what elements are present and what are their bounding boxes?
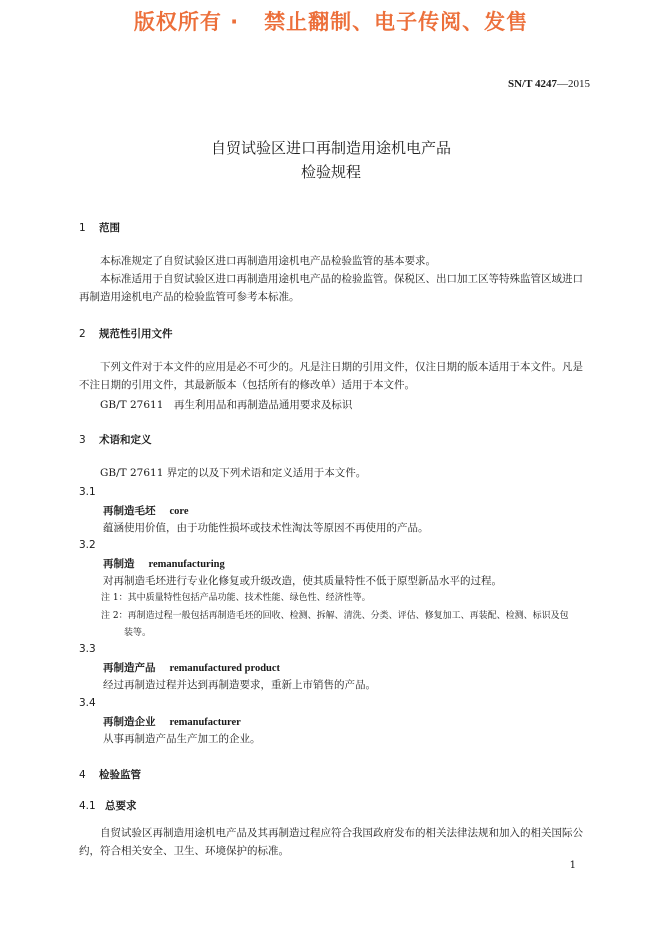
term-3-1-definition: 蕴涵使用价值，由于功能性损坏或技术性淘汰等原因不再使用的产品。: [103, 522, 429, 534]
doc-year: —2015: [557, 78, 590, 90]
section-3-heading: 3 术语和定义: [79, 434, 152, 446]
section-2-heading: 2 规范性引用文件: [79, 328, 173, 340]
section-1-heading: 1 范围: [79, 222, 120, 234]
section-4-1-heading: 4.1 总要求: [79, 800, 137, 812]
term-3-2-note-2: 注 2：再制造过程一般包括再制造毛坯的回收、检测、拆解、清洗、分类、评估、修复加工、再装配、检测、标识及包: [101, 611, 569, 621]
section-1-paragraph-2: 本标准适用于自贸试验区进口再制造用途机电产品的检验监管。保税区、出口加工区等特殊监管区域进口再制造用途机电产品的检验监管可参考本标准。: [79, 273, 583, 303]
term-3-3-number: 3.3: [79, 643, 96, 655]
section-4-1-paragraph: 自贸试验区再制造用途机电产品及其再制造过程应符合我国政府发布的相关法律法规和加入的相关国际公约，符合相关安全、卫生、环境保护的标准。: [79, 827, 583, 857]
page-number: 1: [569, 860, 576, 871]
term-3-4-number: 3.4: [79, 697, 96, 709]
term-3-2: 再制造 remanufacturing: [103, 558, 225, 570]
section-1-paragraph-1: 本标准规定了自贸试验区进口再制造用途机电产品检验监管的基本要求。: [100, 255, 436, 267]
document-code: [508, 78, 590, 90]
term-3-2-number: 3.2: [79, 539, 96, 551]
term-3-4-definition: 从事再制造产品生产加工的企业。: [103, 733, 261, 745]
term-3-3: 再制造产品 remanufactured product: [103, 662, 281, 674]
term-3-4: 再制造企业 remanufacturer: [103, 716, 241, 728]
document-title-line1: 自贸试验区进口再制造用途机电产品: [210, 139, 451, 157]
term-3-2-note-2-continued: 装等。: [124, 628, 152, 638]
section-3-intro: GB/T 27611 界定的以及下列术语和定义适用于本文件。: [100, 467, 367, 479]
term-3-2-definition: 对再制造毛坯进行专业化修复或升级改造，使其质量特性不低于原型新品水平的过程。: [103, 575, 502, 587]
term-3-1: 再制造毛坯 core: [103, 505, 189, 517]
section-2-paragraph: 下列文件对于本文件的应用是必不可少的。凡是注日期的引用文件，仅注日期的版本适用于本文件。凡是不注日期的引用文件，其最新版本（包括所有的修改单）适用于本文件。: [79, 361, 583, 391]
doc-code: SN/T 4247: [507, 78, 557, 90]
normative-reference: GB/T 27611 再生利用品和再制造品通用要求及标识: [100, 399, 353, 411]
term-3-3-definition: 经过再制造过程并达到再制造要求，重新上市销售的产品。: [103, 679, 376, 691]
watermark-banner: 版权所有 · 禁止翻制、电子传阅、发售: [133, 10, 529, 34]
document-title-line2: 检验规程: [300, 163, 361, 181]
section-4-heading: 4 检验监管: [79, 769, 141, 781]
term-3-2-note-1: 注 1：其中质量特性包括产品功能、技术性能、绿色性、经济性等。: [101, 593, 371, 603]
term-3-1-number: 3.1: [79, 486, 96, 498]
